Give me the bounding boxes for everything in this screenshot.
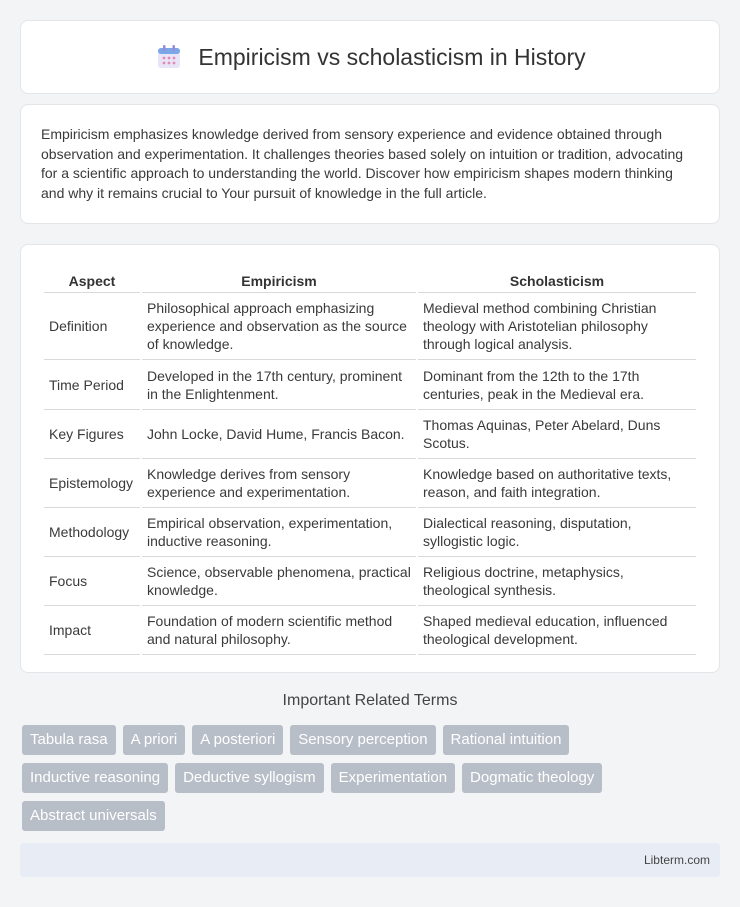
tag-inductive-reasoning[interactable]: Inductive reasoning xyxy=(22,763,168,793)
footer-site-link[interactable]: Libterm.com xyxy=(643,853,710,867)
table-cell-scholasticism: Shaped medieval education, influenced theological development. xyxy=(418,606,696,655)
comparison-table xyxy=(42,265,698,655)
footer xyxy=(20,843,720,877)
tag-a-posteriori[interactable]: A posteriori xyxy=(192,725,283,755)
table-cell-aspect: Definition xyxy=(44,293,140,360)
table-cell-aspect: Impact xyxy=(44,606,140,655)
table-row xyxy=(44,360,696,410)
table-cell-aspect: Key Figures xyxy=(44,410,140,459)
table-cell-scholasticism: Religious doctrine, metaphysics, theological synthesis. xyxy=(418,557,696,606)
table-cell-scholasticism: Medieval method combining Christian theology with Aristotelian philosophy through logical analysis. xyxy=(418,293,696,360)
related-terms-tags xyxy=(22,725,722,831)
table-cell-scholasticism: Thomas Aquinas, Peter Abelard, Duns Scotus. xyxy=(418,410,696,459)
table-cell-aspect: Focus xyxy=(44,557,140,606)
comparison-card xyxy=(20,244,720,673)
column-header-empiricism: Empiricism xyxy=(142,265,416,293)
table-header-row xyxy=(44,265,696,293)
table-cell-scholasticism: Dominant from the 12th to the 17th centuries, peak in the Medieval era. xyxy=(418,360,696,410)
tag-deductive-syllogism[interactable]: Deductive syllogism xyxy=(175,763,324,793)
table-row xyxy=(44,508,696,557)
table-cell-empiricism: Philosophical approach emphasizing experience and observation as the source of knowledge. xyxy=(142,293,416,360)
related-terms-title: Important Related Terms xyxy=(282,692,458,709)
column-header-aspect: Aspect xyxy=(44,265,140,293)
table-cell-aspect: Epistemology xyxy=(44,459,140,508)
table-row xyxy=(44,557,696,606)
table-cell-empiricism: Science, observable phenomena, practical knowledge. xyxy=(142,557,416,606)
table-row xyxy=(44,459,696,508)
tag-abstract-universals[interactable]: Abstract universals xyxy=(22,801,165,831)
table-cell-scholasticism: Dialectical reasoning, disputation, syllogistic logic. xyxy=(418,508,696,557)
tag-experimentation[interactable]: Experimentation xyxy=(331,763,455,793)
table-cell-empiricism: Foundation of modern scientific method and natural philosophy. xyxy=(142,606,416,655)
table-cell-empiricism: Knowledge derives from sensory experience and experimentation. xyxy=(142,459,416,508)
tag-a-priori[interactable]: A priori xyxy=(123,725,186,755)
table-row xyxy=(44,410,696,459)
intro-card xyxy=(20,104,720,224)
header-card xyxy=(20,20,720,94)
table-cell-aspect: Time Period xyxy=(44,360,140,410)
calendar-icon xyxy=(154,42,184,72)
table-cell-aspect: Methodology xyxy=(44,508,140,557)
table-row xyxy=(44,293,696,360)
table-cell-empiricism: Developed in the 17th century, prominent in the Enlightenment. xyxy=(142,360,416,410)
tag-dogmatic-theology[interactable]: Dogmatic theology xyxy=(462,763,602,793)
table-cell-scholasticism: Knowledge based on authoritative texts, reason, and faith integration. xyxy=(418,459,696,508)
tag-rational-intuition[interactable]: Rational intuition xyxy=(443,725,570,755)
table-cell-empiricism: Empirical observation, experimentation, inductive reasoning. xyxy=(142,508,416,557)
intro-paragraph: Empiricism emphasizes knowledge derived from sensory experience and evidence obtained through observation and experimentation. It challenges theories based solely on intuition or tradition, advocating for a scientific approach to understanding the world. Discover how empiricism shapes modern thinking and why it remains crucial to Your pursuit of knowledge in the full article. xyxy=(41,126,684,201)
table-cell-empiricism: John Locke, David Hume, Francis Bacon. xyxy=(142,410,416,459)
page-title: Empiricism vs scholasticism in History xyxy=(198,43,586,70)
header xyxy=(154,42,585,72)
column-header-scholasticism: Scholasticism xyxy=(418,265,696,293)
tag-sensory-perception[interactable]: Sensory perception xyxy=(290,725,435,755)
tag-tabula-rasa[interactable]: Tabula rasa xyxy=(22,725,116,755)
table-row xyxy=(44,606,696,655)
